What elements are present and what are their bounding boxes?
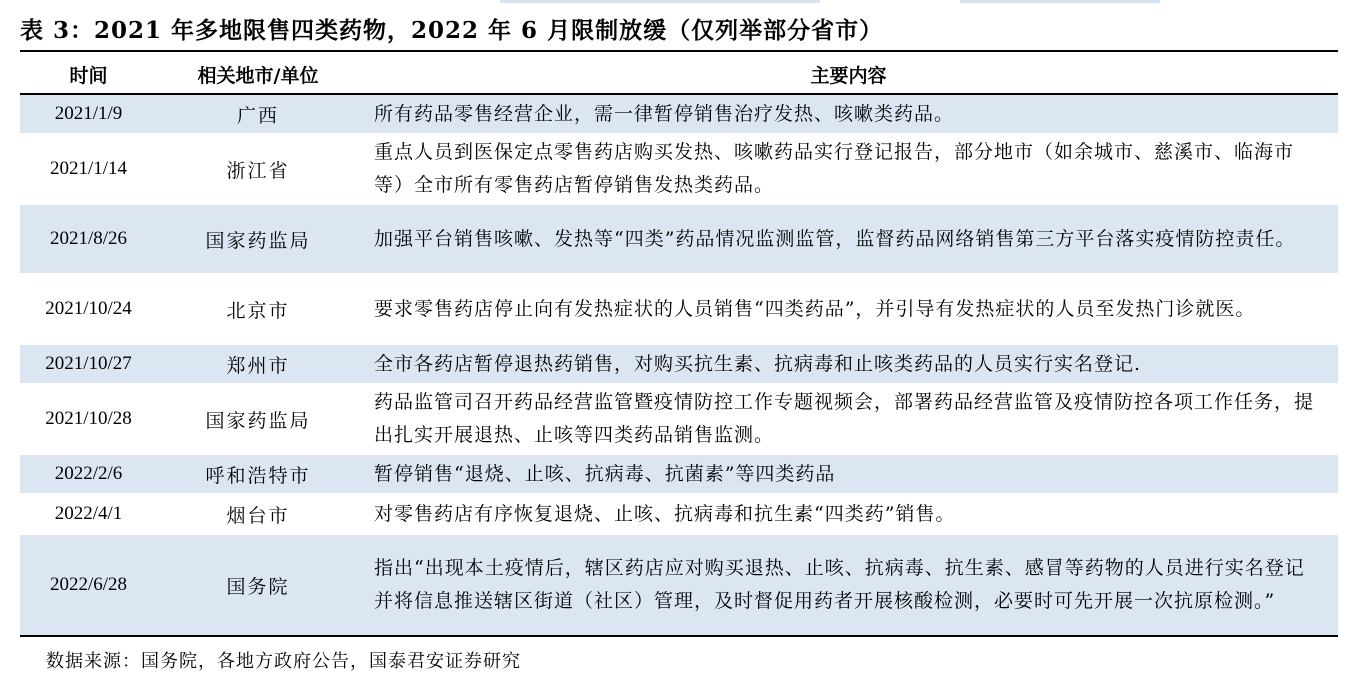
- row-place: 广西: [157, 94, 359, 134]
- table-row: [20, 274, 1338, 344]
- row-content: 对零售药店有序恢复退烧、止咳、抗病毒和抗生素“四类药”销售。: [359, 494, 1338, 534]
- row-date: 2022/2/6: [20, 454, 157, 494]
- header-content: 主要内容: [359, 55, 1338, 94]
- row-place: 国家药监局: [157, 384, 359, 454]
- table-row: [20, 94, 1338, 134]
- row-content: 加强平台销售咳嗽、发热等“四类”药品情况监测监管，监督药品网络销售第三方平台落实疫情防控责任。: [359, 204, 1338, 274]
- table-title: 表 3：2021 年多地限售四类药物，2022 年 6 月限制放缓（仅列举部分省市）: [20, 17, 884, 44]
- table-row: [20, 384, 1338, 454]
- header-place: 相关地市/单位: [157, 55, 359, 94]
- table-row: [20, 494, 1338, 534]
- row-content: 所有药品零售经营企业，需一律暂停销售治疗发热、咳嗽类药品。: [359, 94, 1338, 134]
- row-place: 郑州市: [157, 344, 359, 384]
- top-blue-strip-left: [500, 0, 820, 3]
- row-date: 2022/6/28: [20, 534, 157, 636]
- title-rule: [20, 50, 1338, 52]
- top-blue-strip-right: [960, 0, 1160, 3]
- row-place: 烟台市: [157, 494, 359, 534]
- row-place: 北京市: [157, 274, 359, 344]
- table-row: [20, 454, 1338, 494]
- row-content: 暂停销售“退烧、止咳、抗病毒、抗菌素”等四类药品: [359, 454, 1338, 494]
- row-date: 2021/1/9: [20, 94, 157, 134]
- row-date: 2021/10/28: [20, 384, 157, 454]
- table-row: [20, 204, 1338, 274]
- row-content: 重点人员到医保定点零售药店购买发热、咳嗽药品实行登记报告，部分地市（如余城市、慈溪市、临海市等）全市所有零售药店暂停销售发热类药品。: [359, 134, 1338, 204]
- row-place: 国务院: [157, 534, 359, 636]
- row-date: 2022/4/1: [20, 494, 157, 534]
- row-place: 国家药监局: [157, 204, 359, 274]
- row-content: 要求零售药店停止向有发热症状的人员销售“四类药品”，并引导有发热症状的人员至发热门诊就医。: [359, 274, 1338, 344]
- row-date: 2021/1/14: [20, 134, 157, 204]
- data-source-note: 数据来源：国务院，各地方政府公告，国泰君安证券研究: [46, 651, 521, 672]
- policy-table: [20, 55, 1338, 637]
- row-date: 2021/8/26: [20, 204, 157, 274]
- row-date: 2021/10/24: [20, 274, 157, 344]
- table-row: [20, 344, 1338, 384]
- row-place: 浙江省: [157, 134, 359, 204]
- table-row: [20, 534, 1338, 636]
- header-row: [20, 55, 1338, 94]
- header-time: 时间: [20, 55, 157, 94]
- row-content: 指出“出现本土疫情后，辖区药店应对购买退热、止咳、抗病毒、抗生素、感冒等药物的人员进行实名登记并将信息推送辖区街道（社区）管理，及时督促用药者开展核酸检测，必要时可先开展一次抗原检测。”: [359, 534, 1338, 636]
- row-content: 药品监管司召开药品经营监管暨疫情防控工作专题视频会，部署药品经营监管及疫情防控各项工作任务，提出扎实开展退热、止咳等四类药品销售监测。: [359, 384, 1338, 454]
- table-row: [20, 134, 1338, 204]
- row-content: 全市各药店暂停退热药销售，对购买抗生素、抗病毒和止咳类药品的人员实行实名登记.: [359, 344, 1338, 384]
- row-place: 呼和浩特市: [157, 454, 359, 494]
- row-date: 2021/10/27: [20, 344, 157, 384]
